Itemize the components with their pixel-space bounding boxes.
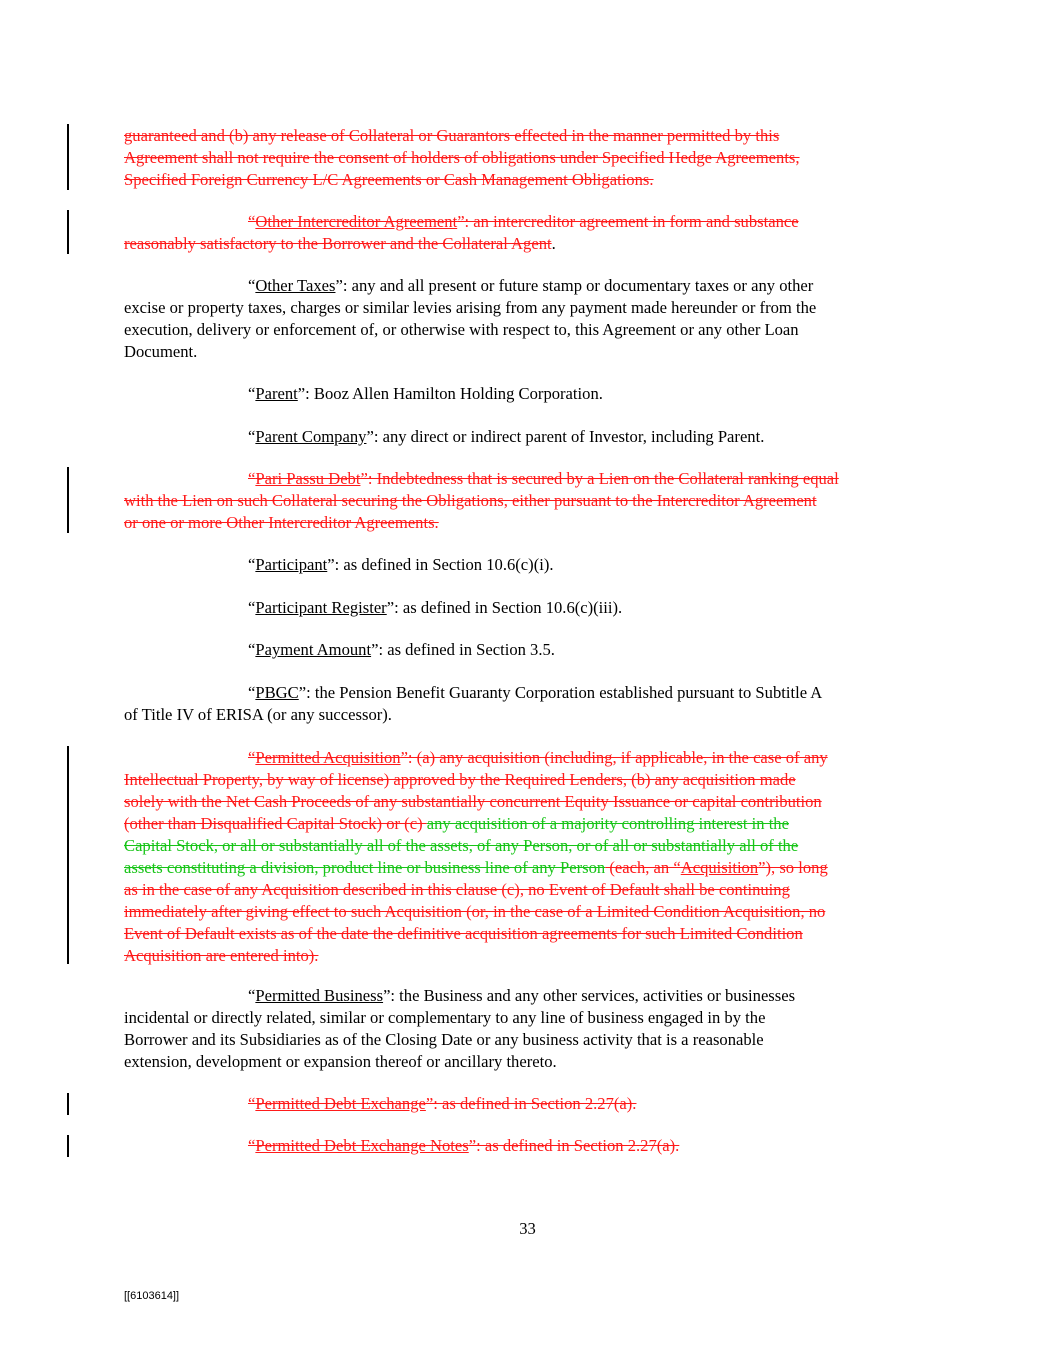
defined-term: Permitted Debt Exchange	[255, 1094, 426, 1113]
quote-mark: “	[248, 748, 256, 767]
text-line: solely with the Net Cash Proceeds of any substantially concurrent Equity Issuance or capital contribution	[124, 792, 822, 811]
quote-mark: “	[248, 640, 256, 659]
quote-mark: “	[248, 276, 256, 295]
definition-text: ”: as defined in Section 2.27(a).	[468, 1136, 680, 1155]
quote-mark: “	[248, 427, 256, 446]
quote-mark: “	[248, 1094, 256, 1113]
defined-term: Payment Amount	[255, 640, 372, 659]
text-segment: ”), so long	[758, 858, 828, 877]
deleted-paragraph	[124, 125, 934, 191]
text-line: Document.	[124, 342, 198, 361]
quote-mark: “	[248, 986, 256, 1005]
defined-term: PBGC	[255, 683, 299, 702]
text-line: as in the case of any Acquisition described in this clause (c), no Event of Default shall be continuing	[124, 880, 790, 899]
change-bar	[67, 467, 69, 533]
defined-term: Pari Passu Debt	[255, 469, 361, 488]
text-line: Intellectual Property, by way of license) approved by the Required Lenders, (b) any acquisition made	[124, 770, 796, 789]
text-line: incidental or directly related, similar or complementary to any line of business engaged in by the	[124, 1008, 766, 1027]
definition-permitted-acquisition	[124, 747, 934, 967]
text-line: Borrower and its Subsidiaries as of the Closing Date or any business activity that is a reasonable	[124, 1030, 764, 1049]
text-line: of Title IV of ERISA (or any successor).	[124, 705, 392, 724]
change-bar	[67, 210, 69, 254]
text-line: execution, delivery or enforcement of, or otherwise with respect to, this Agreement or any other Loan	[124, 320, 799, 339]
document-id: [[6103614]]	[124, 1290, 180, 1302]
definition-text: reasonably satisfactory to the Borrower and the Collateral Agent	[124, 234, 552, 253]
change-bar	[67, 1135, 69, 1157]
moved-text-segment: assets constituting a division, product line or business line of any Person	[124, 858, 606, 877]
text-line: Specified Foreign Currency L/C Agreements or Cash Management Obligations.	[124, 170, 654, 189]
definition-payment-amount	[124, 639, 934, 661]
definition-text: ”: an intercreditor agreement in form and substance	[457, 212, 799, 231]
moved-text-segment: any acquisition of a majority controlling interest in the	[426, 814, 789, 833]
defined-term: Participant Register	[255, 598, 387, 617]
defined-term: Permitted Acquisition	[255, 748, 401, 767]
definition-text: ”: any direct or indirect parent of Investor, including Parent.	[366, 427, 765, 446]
change-bar	[67, 746, 69, 964]
definition-text: ”: as defined in Section 3.5.	[371, 640, 555, 659]
definition-other-taxes	[124, 275, 934, 363]
defined-term: Parent Company	[255, 427, 367, 446]
definition-pari-passu-debt	[124, 468, 934, 534]
defined-term: Permitted Debt Exchange Notes	[255, 1136, 469, 1155]
quote-mark: “	[248, 598, 256, 617]
text-line: Agreement shall not require the consent of holders of obligations under Specified Hedge Agreements,	[124, 148, 800, 167]
definition-parent	[124, 383, 934, 405]
quote-mark: “	[248, 1136, 256, 1155]
definition-text: ”: Booz Allen Hamilton Holding Corporation.	[297, 384, 603, 403]
quote-mark: “	[248, 212, 256, 231]
defined-term: Other Taxes	[255, 276, 336, 295]
text-line: guaranteed and (b) any release of Collateral or Guarantors effected in the manner permitted by this	[124, 126, 780, 145]
definition-participant	[124, 554, 934, 576]
text-line: or one or more Other Intercreditor Agreements.	[124, 513, 439, 532]
definition-pbgc	[124, 682, 934, 726]
defined-term: Permitted Business	[255, 986, 384, 1005]
text-line: Acquisition are entered into).	[124, 946, 319, 965]
definition-other-intercreditor-agreement	[124, 211, 934, 255]
definition-permitted-debt-exchange	[124, 1093, 934, 1115]
quote-mark: “	[248, 384, 256, 403]
text-line: excise or property taxes, charges or similar levies arising from any payment made hereunder or from the	[124, 298, 817, 317]
definition-permitted-debt-exchange-notes	[124, 1135, 934, 1157]
change-bar	[67, 124, 69, 190]
definition-text: ”: as defined in Section 10.6(c)(iii).	[386, 598, 623, 617]
definition-text: ”: the Pension Benefit Guaranty Corporation established pursuant to Subtitle A	[298, 683, 823, 702]
moved-text-line: Capital Stock, or all or substantially all of the assets, of any Person, or of all or substantially all of the	[124, 836, 799, 855]
text-segment: (each, an “	[605, 858, 681, 877]
definition-permitted-business	[124, 985, 934, 1073]
quote-mark: “	[248, 469, 256, 488]
definition-text: ”: Indebtedness that is secured by a Lien on the Collateral ranking equal	[360, 469, 839, 488]
defined-term: Participant	[255, 555, 328, 574]
defined-term: Other Intercreditor Agreement	[255, 212, 458, 231]
change-bar	[67, 1093, 69, 1115]
text-line: extension, development or expansion thereof or ancillary thereto.	[124, 1052, 557, 1071]
quote-mark: “	[248, 683, 256, 702]
definition-text: ”: as defined in Section 2.27(a).	[425, 1094, 637, 1113]
definition-participant-register	[124, 597, 934, 619]
text-line: immediately after giving effect to such Acquisition (or, in the case of a Limited Condition Acquisition, no	[124, 902, 826, 921]
definition-text: ”: (a) any acquisition (including, if applicable, in the case of any	[400, 748, 828, 767]
text-line: Event of Default exists as of the date the definitive acquisition agreements for such Limited Condition	[124, 924, 803, 943]
quote-mark: “	[248, 555, 256, 574]
definition-parent-company	[124, 426, 934, 448]
definition-text: ”: as defined in Section 10.6(c)(i).	[327, 555, 554, 574]
period: .	[551, 234, 556, 253]
definition-text: ”: any and all present or future stamp or documentary taxes or any other	[335, 276, 814, 295]
page-number: 33	[519, 1219, 536, 1238]
defined-term: Acquisition	[680, 858, 759, 877]
text-segment: (other than Disqualified Capital Stock) or (c)	[124, 814, 427, 833]
definition-text: ”: the Business and any other services, activities or businesses	[383, 986, 796, 1005]
text-line: with the Lien on such Collateral securing the Obligations, either pursuant to the Intercreditor Agreement	[124, 491, 817, 510]
defined-term: Parent	[255, 384, 298, 403]
